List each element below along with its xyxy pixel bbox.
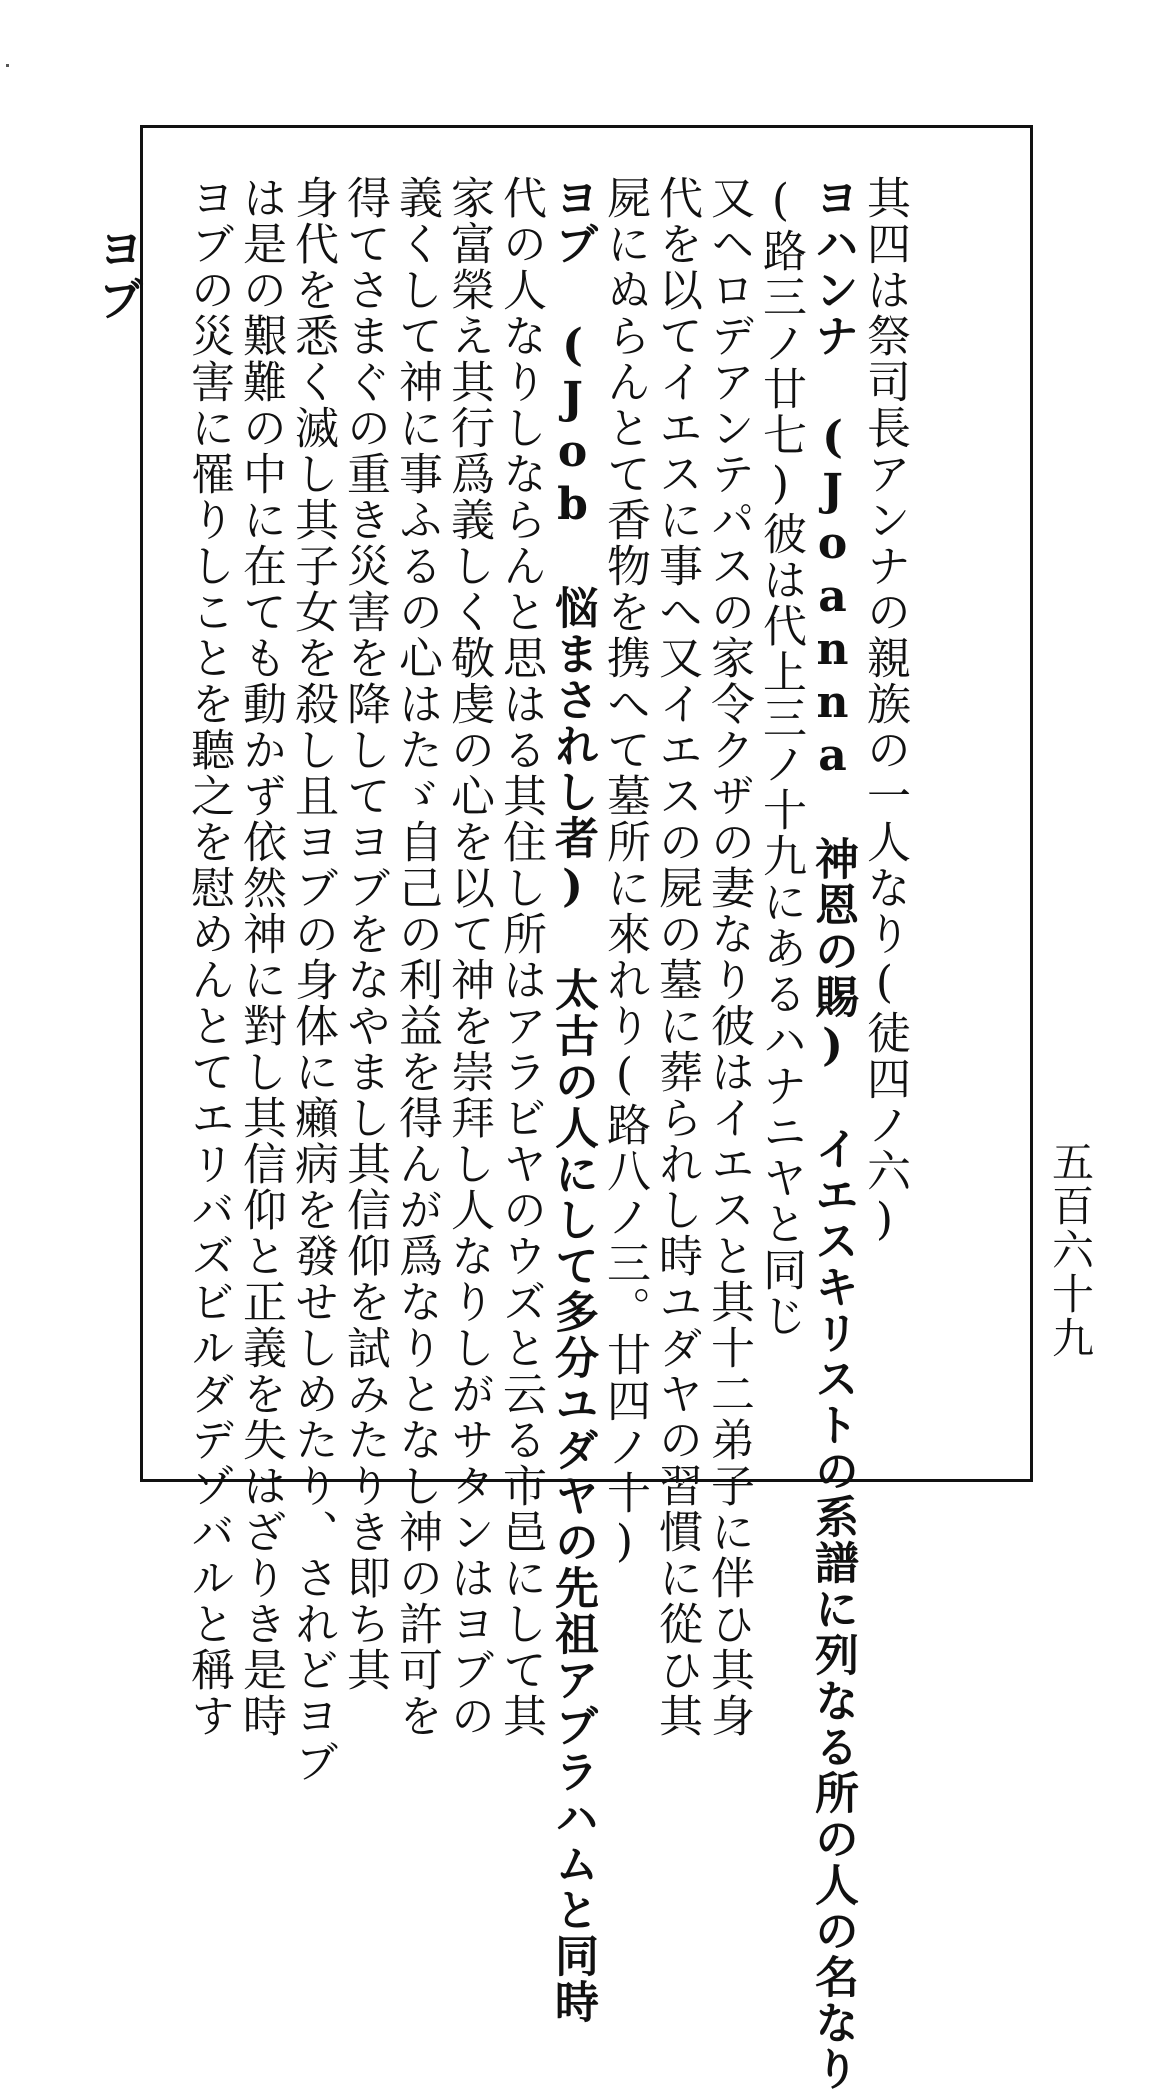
stray-ink-mark: [6, 64, 9, 67]
text-column-8: 代の人なりしならんと思はる其住し所はアラビヤのウズと云る市邑にして其: [495, 175, 546, 1739]
text-column-1: 其四は祭司長アンナの親族の一人なり(徒四ノ六): [859, 175, 910, 1247]
text-column-6: 屍にぬらんとて香物を携へて墓所に來れり(路八ノ三。廿四ノ十): [599, 175, 650, 1569]
text-column-5: 代を以てイエスに事へ又イエスの屍の墓に葬られし時ユダヤの習慣に從ひ其: [651, 175, 702, 1739]
text-column-9: 家富榮え其行爲義しく敬虔の心を以て神を崇拜し人なりしがサタンはヨブの: [443, 175, 494, 1739]
text-column-12: 身代を悉く滅し其子女を殺し且ヨブの身体に癩病を發せしめたり、されどヨブ: [287, 175, 338, 1785]
text-column-7: ヨブ (Job 悩まされし者) 太古の人にして多分ユダヤの先祖アブラハムと同時: [547, 175, 598, 2025]
running-header: ヨブ: [91, 225, 145, 325]
text-column-13: は是の艱難の中に在ても動かず依然神に對し其信仰と正義を失はざりき是時: [235, 175, 286, 1739]
text-column-14: ヨブの災害に罹りしことを聽之を慰めんとてエリバズビルダデゾバルと稱す: [183, 175, 234, 1739]
text-column-3: (路三ノ廿七)彼は代上三ノ十九にあるハナニヤと同じ: [755, 175, 806, 1339]
text-column-10: 義くして神に事ふるの心はたゞ自己の利益を得んが爲なりとなし神の許可を: [391, 175, 442, 1739]
text-column-4: 又ヘロデアンテパスの家令クザの妻なり彼はイエスと其十二弟子に伴ひ其身: [703, 175, 754, 1739]
text-column-2: ヨハンナ (Joanna 神恩の賜) イエスキリストの系譜に列なる所の人の名なり: [807, 175, 858, 2092]
page-number: 五百六十九: [1046, 1140, 1095, 1360]
text-column-11: 得てさまぐの重き災害を降してヨブをなやまし其信仰を試みたりき即ち其: [339, 175, 390, 1693]
